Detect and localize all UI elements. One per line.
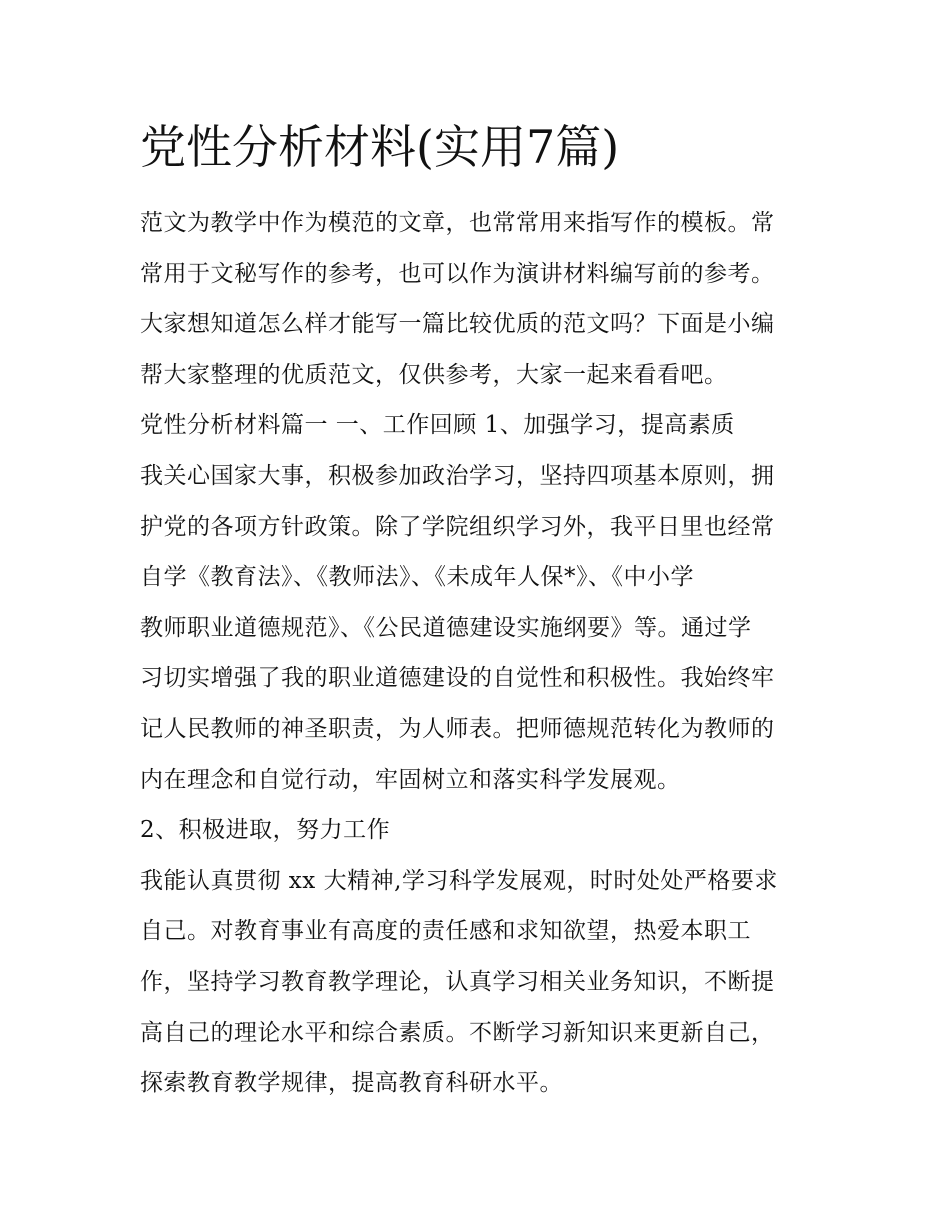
- subsection-heading-line: 2、积极进取，努力工作: [140, 817, 391, 844]
- text-line: 高自己的理论水平和综合素质。不断学习新知识来更新自己，: [140, 1019, 775, 1046]
- text-line: 内在理念和自觉行动，牢固树立和落实科学发展观。: [140, 766, 681, 793]
- text-line: 常用于文秘写作的参考，也可以作为演讲材料编写前的参考。: [140, 260, 775, 287]
- text-line: 帮大家整理的优质范文，仅供参考，大家一起来看看吧。: [140, 361, 728, 388]
- text-line: 我能认真贯彻 xx 大精神,学习科学发展观，时时处处严格要求: [140, 867, 778, 894]
- text-line: 我关心国家大事，积极参加政治学习，坚持四项基本原则，拥: [140, 462, 775, 489]
- text-line: 大家想知道怎么样才能写一篇比较优质的范文吗？下面是小编: [140, 311, 775, 338]
- section-heading-line: 党性分析材料篇一 一、工作回顾 1、加强学习，提高素质: [140, 412, 735, 439]
- text-line: 自己。对教育事业有高度的责任感和求知欲望，热爱本职工: [140, 918, 751, 945]
- text-line: 探索教育教学规律，提高教育科研水平。: [140, 1070, 563, 1097]
- text-line: 作，坚持学习教育教学理论，认真学习相关业务知识，不断提: [140, 968, 775, 995]
- text-line: 范文为教学中作为模范的文章，也常常用来指写作的模板。常: [140, 210, 775, 236]
- document-body: [140, 198, 820, 1109]
- text-line: 自学《教育法》、《教师法》、《未成年人保*》、《中小学: [140, 564, 694, 591]
- text-line: 习切实增强了我的职业道德建设的自觉性和积极性。我始终牢: [140, 665, 775, 692]
- text-line: 教师职业道德规范》、《公民道德建设实施纲要》等。通过学: [140, 614, 752, 641]
- document-title: 党性分析材料(实用7篇): [140, 120, 620, 174]
- text-line: 记人民教师的神圣职责，为人师表。把师德规范转化为教师的: [140, 715, 775, 742]
- text-line: 护党的各项方针政策。除了学院组织学习外，我平日里也经常: [140, 513, 775, 540]
